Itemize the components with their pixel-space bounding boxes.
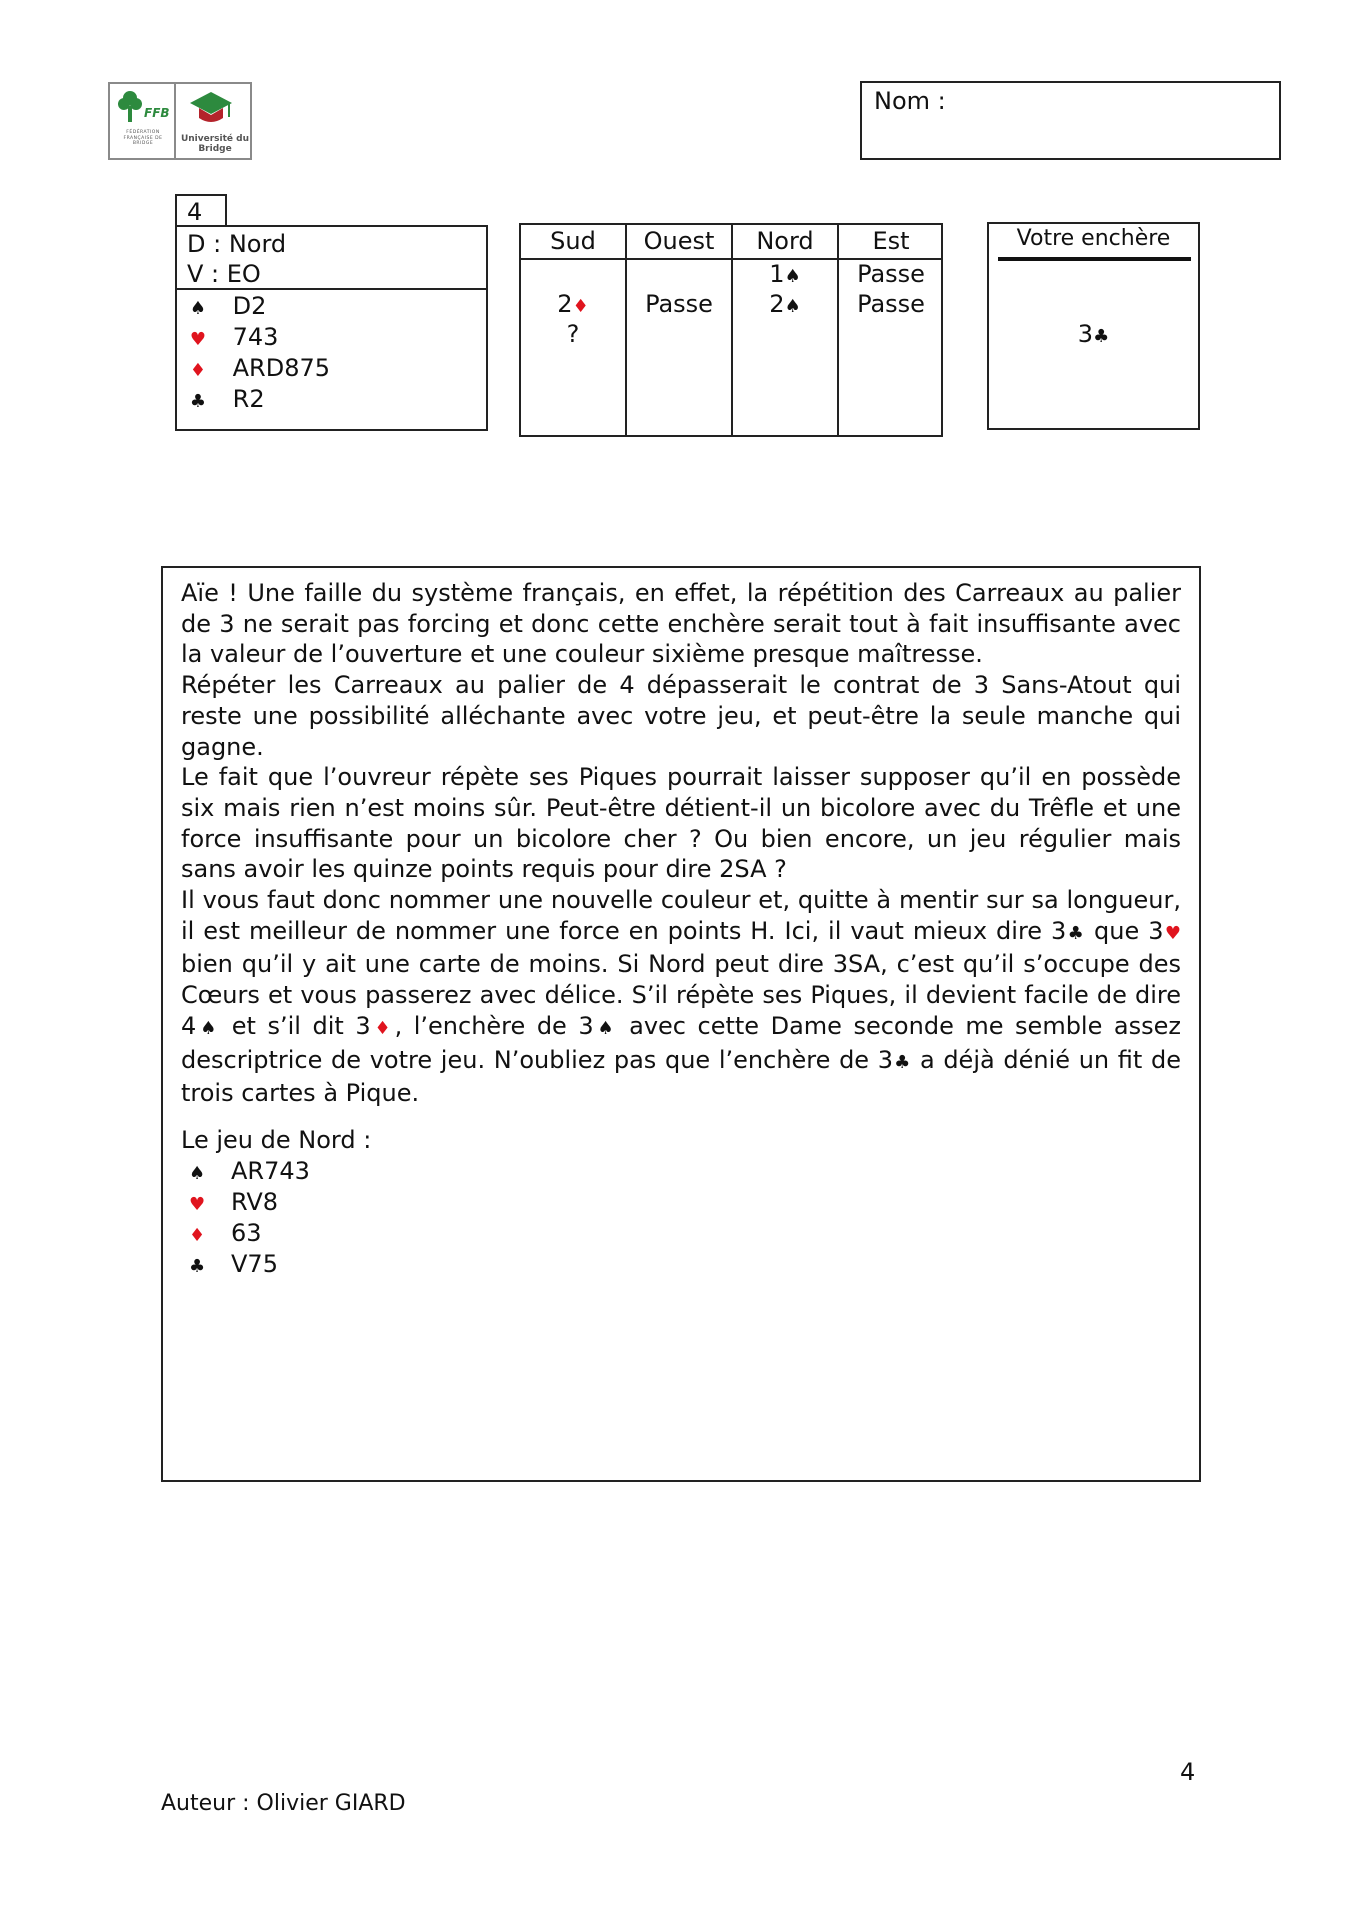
bid-header-sud: Sud <box>550 227 596 255</box>
club-icon: ♣ <box>189 391 207 412</box>
ffb-logo-text: FFB <box>144 106 170 120</box>
heart-icon: ♥ <box>189 1194 206 1215</box>
club-icon: ♣ <box>1066 922 1086 944</box>
hand-hearts-cards: 743 <box>232 323 279 351</box>
north-clubs <box>189 1249 278 1282</box>
north-diamonds-cards: 63 <box>231 1219 262 1247</box>
club-icon: ♣ <box>893 1051 912 1073</box>
bid-header-est: Est <box>872 227 910 255</box>
bid-ouest-2: Passe <box>645 290 713 318</box>
commentary-paragraph-2: Répéter les Carreaux au palier de 4 dépasserait le contrat de 3 Sans-Atout qui reste une possibilité alléchante avec votre jeu, et peut-être la seule manche qui gagne. <box>181 671 1181 761</box>
north-hearts-cards: RV8 <box>231 1188 279 1216</box>
hand-clubs <box>185 384 265 417</box>
diamond-icon: ♦ <box>189 1225 206 1246</box>
bid-est-2: Passe <box>857 290 925 318</box>
vulnerability: V : EO <box>187 260 261 288</box>
graduation-cap-icon <box>188 90 234 130</box>
heart-icon: ♥ <box>189 329 207 350</box>
bid-est-1: Passe <box>857 260 925 288</box>
your-bid-value: 3♣ <box>1077 320 1110 348</box>
spade-icon: ♠ <box>784 266 801 287</box>
bid-sud-3: ? <box>566 320 580 348</box>
bid-header-ouest: Ouest <box>643 227 715 255</box>
your-bid-box[interactable] <box>987 222 1200 430</box>
club-icon: ♣ <box>1093 326 1110 347</box>
spade-icon: ♠ <box>593 1017 618 1039</box>
spade-icon: ♠ <box>189 1163 206 1184</box>
heart-icon: ♥ <box>1163 922 1181 944</box>
north-diamonds <box>189 1218 262 1251</box>
dealer: D : Nord <box>187 230 287 258</box>
hand-clubs-cards: R2 <box>232 385 265 413</box>
bid-sud-2: 2♦ <box>557 290 589 318</box>
spade-icon: ♠ <box>196 1017 221 1039</box>
hand-spades-cards: D2 <box>232 292 267 320</box>
spade-icon: ♠ <box>784 296 801 317</box>
bid-nord-2: 2♠ <box>769 290 801 318</box>
diamond-icon: ♦ <box>572 296 589 317</box>
commentary-paragraph-1: Aïe ! Une faille du système français, en effet, la répétition des Carreaux au palier de 3 ne serait pas forcing et donc cette enchère serait tout à fait insuffisante avec la valeur de l’ouverture et une couleur sixième presque maîtresse. <box>181 579 1181 669</box>
commentary-paragraph-3: Le fait que l’ouvreur répète ses Piques pourrait laisser supposer qu’il en possède six mais rien n’est moins sûr. Peut-être détient-il un bicolore avec du Trêfle et une force insuffisante pour un bicolore cher ? Ou bien encore, un jeu régulier mais sans avoir les quinze points requis pour dire 2SA ? <box>181 763 1181 884</box>
hand-hearts <box>185 322 278 355</box>
ffb-logo <box>108 82 252 160</box>
deal-number-box <box>175 194 227 226</box>
name-field[interactable] <box>860 81 1281 160</box>
author: Auteur : Olivier GIARD <box>161 1791 406 1816</box>
club-icon: ♣ <box>189 1256 206 1277</box>
north-hand-title: Le jeu de Nord : <box>181 1126 372 1154</box>
south-hand-box <box>175 225 488 431</box>
commentary-box <box>161 566 1201 1482</box>
north-clubs-cards: V75 <box>231 1250 278 1278</box>
bid-header-nord: Nord <box>756 227 814 255</box>
bidding-table <box>519 223 943 437</box>
your-bid-title: Votre enchère <box>1016 226 1171 251</box>
spade-icon: ♠ <box>189 298 207 319</box>
north-spades <box>189 1156 310 1189</box>
hand-diamonds <box>185 353 330 386</box>
deal-number: 4 <box>187 198 203 226</box>
commentary-paragraph-4: Il vous faut donc nommer une nouvelle couleur et, quitte à mentir sur sa longueur, il est meilleur de nommer une force en points H. Ici, il vaut mieux dire 3♣ que 3♥ bien qu’il y ait une carte de moins. Si Nord peut dire 3SA, c’est qu’il s’occupe des Cœurs et vous passerez avec délice. S’il répète ses Piques, il devient facile de dire 4♠ et s’il dit 3♦, l’enchère de 3♠ avec cette Dame seconde me semble assez descriptrice de votre jeu. N’oubliez pas que l’enchère de 3♣ a déjà dénié un fit de trois cartes à Pique. <box>181 886 1181 1108</box>
ub-logo-text: Université du Bridge <box>180 134 250 154</box>
diamond-icon: ♦ <box>189 360 207 381</box>
hand-spades <box>185 291 266 324</box>
name-label: Nom : <box>874 87 946 115</box>
ffb-logo-subtitle: FÉDÉRATION FRANÇAISE DE BRIDGE <box>123 130 163 146</box>
north-hearts <box>189 1187 278 1220</box>
page-number: 4 <box>1180 1758 1196 1786</box>
hand-diamonds-cards: ARD875 <box>232 354 331 382</box>
north-spades-cards: AR743 <box>231 1157 310 1185</box>
bid-nord-1: 1♠ <box>769 260 801 288</box>
diamond-icon: ♦ <box>370 1017 395 1039</box>
